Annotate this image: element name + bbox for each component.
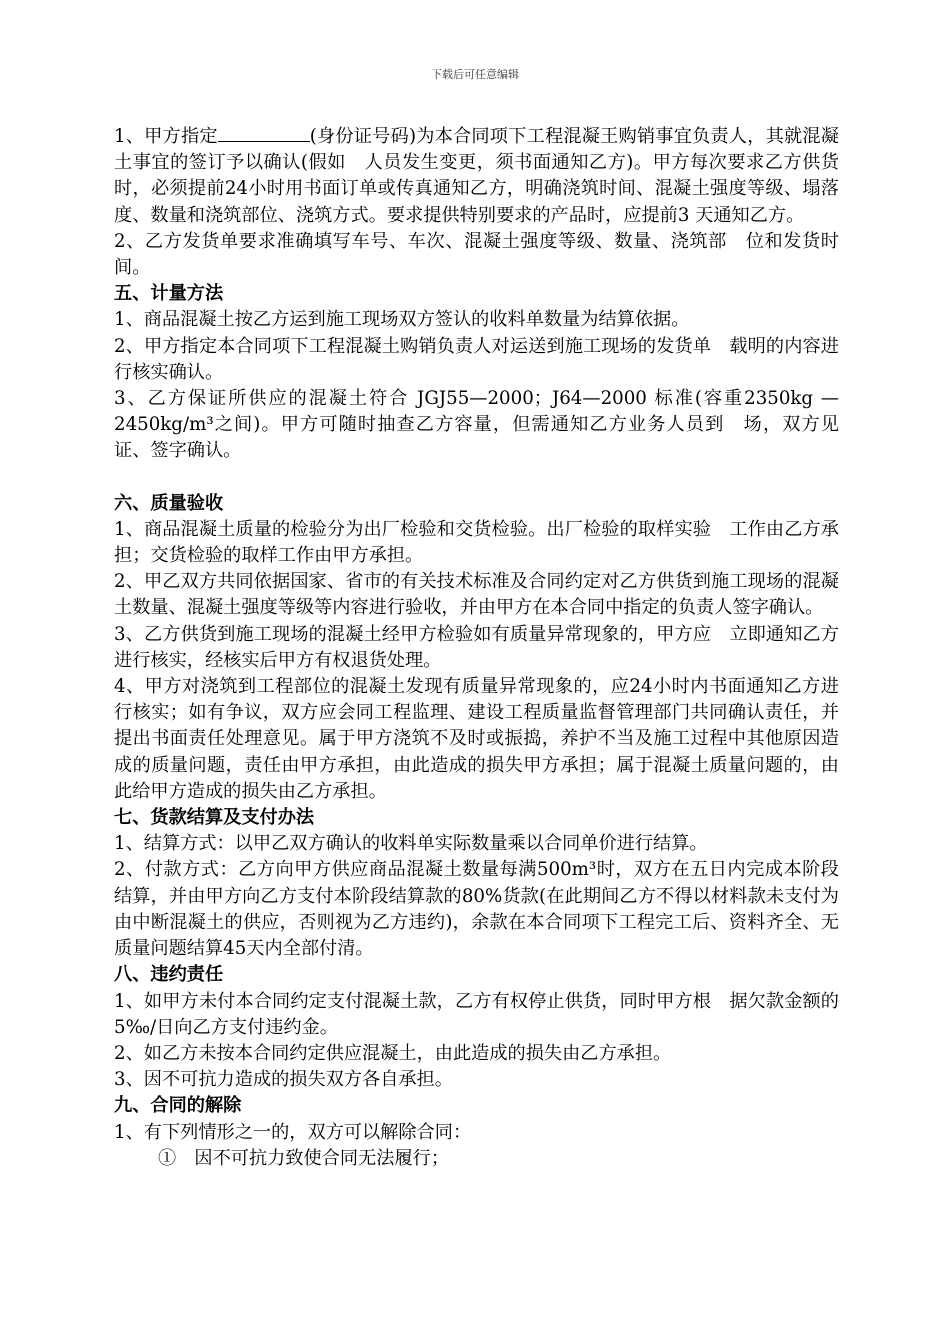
- section5-item-1: 1、商品混凝土按乙方运到施工现场双方签认的收料单数量为结算依据。: [114, 309, 690, 331]
- paragraph-gap: [114, 465, 839, 491]
- section6-item-4: 4、甲方对浇筑到工程部位的混凝土发现有质量异常现象的，应24小时内书面通知乙方进行核实；如有争议，双方应会同工程监理、建设工程质量监督管理部门共同确认责任，并提出书面责任处理意见。属于甲方浇筑不及时或振捣，养护不当及施工过程中其他原因造成的质量问题，责任由甲方承担，由此造成的损失甲方承担；属于混凝土质量问题的，由此给甲方造成的损失由乙方承担。: [114, 676, 839, 802]
- section9-item-1: 1、有下列情形之一的，双方可以解除合同：: [114, 1121, 472, 1143]
- blank-field: [218, 125, 310, 142]
- section4-item-1: [114, 124, 839, 229]
- section5-item-3: 3、乙方保证所供应的混凝土符合 JGJ55—2000；J64—2000 标准(容重2350kg —2450kg/m³之间)。甲方可随时抽查乙方容量，但需通知乙方业务人员到 场，双方见证、签字确认。: [114, 388, 839, 462]
- section9-sub-item-1: ① 因不可抗力致使合同无法履行；: [158, 1147, 450, 1169]
- section6-item-2: 2、甲乙双方共同依据国家、省市的有关技术标准及合同约定对乙方供货到施工现场的混凝土数量、混凝土强度等级等内容进行验收，并由甲方在本合同中指定的负责人签字确认。: [114, 571, 839, 619]
- page-header: 下载后可任意编辑: [431, 68, 519, 81]
- document-body: [114, 124, 839, 1172]
- section8-title: 八、违约责任: [114, 964, 224, 986]
- section7-title: 七、货款结算及支付办法: [114, 807, 315, 829]
- item-text-pre: 1、甲方指定: [114, 126, 218, 147]
- section7-item-2: 2、付款方式：乙方向甲方供应商品混凝土数量每满500m³时，双方在五日内完成本阶段结算，并由甲方向乙方支付本阶段结算款的80%货款(在此期间乙方不得以材料款未支付为由中断混凝土的供应，否则视为乙方违约)，余款在本合同项下工程完工后、资料齐全、无质量问题结算45天内全部付清。: [114, 859, 839, 960]
- section8-item-1: 1、如甲方未付本合同约定支付混凝土款，乙方有权停止供货，同时甲方根 据欠款金额的5‰/日向乙方支付违约金。: [114, 990, 839, 1038]
- section9-title: 九、合同的解除: [114, 1095, 242, 1117]
- section8-item-2: 2、如乙方未按本合同约定供应混凝土，由此造成的损失由乙方承担。: [114, 1042, 672, 1064]
- section8-item-3: 3、因不可抗力造成的损失双方各自承担。: [114, 1069, 453, 1091]
- section6-item-3: 3、乙方供货到施工现场的混凝土经甲方检验如有质量异常现象的，甲方应 立即通知乙方进行核实，经核实后甲方有权退货处理。: [114, 623, 839, 671]
- section5-item-2: 2、甲方指定本合同项下工程混凝土购销负责人对运送到施工现场的发货单 载明的内容进行核实确认。: [114, 335, 839, 383]
- section7-item-1: 1、结算方式：以甲乙双方确认的收料单实际数量乘以合同单价进行结算。: [114, 833, 708, 855]
- item-text-post: (身份证号码)为本合同项下工程混凝王购销事宜负责人，其就混凝土事宜的签订予以确认(假如 人员发生变更，须书面通知乙方)。甲方每次要求乙方供货时，必须提前24小时用书面订单或传真通知乙方，明确浇筑时间、混凝土强度等级、塌落度、数量和浇筑部位、浇筑方式。要求提供特别要求的产品时，应提前3 天通知乙方。: [114, 126, 839, 226]
- section6-item-1: 1、商品混凝土质量的检验分为出厂检验和交货检验。出厂检验的取样实验 工作由乙方承担；交货检验的取样工作由甲方承担。: [114, 518, 839, 567]
- section6-title: 六、质量验收: [114, 492, 224, 514]
- section5-title: 五、计量方法: [114, 283, 224, 305]
- section4-item-2: 2、乙方发货单要求准确填写车号、车次、混凝土强度等级、数量、浇筑部 位和发货时间。: [114, 230, 839, 279]
